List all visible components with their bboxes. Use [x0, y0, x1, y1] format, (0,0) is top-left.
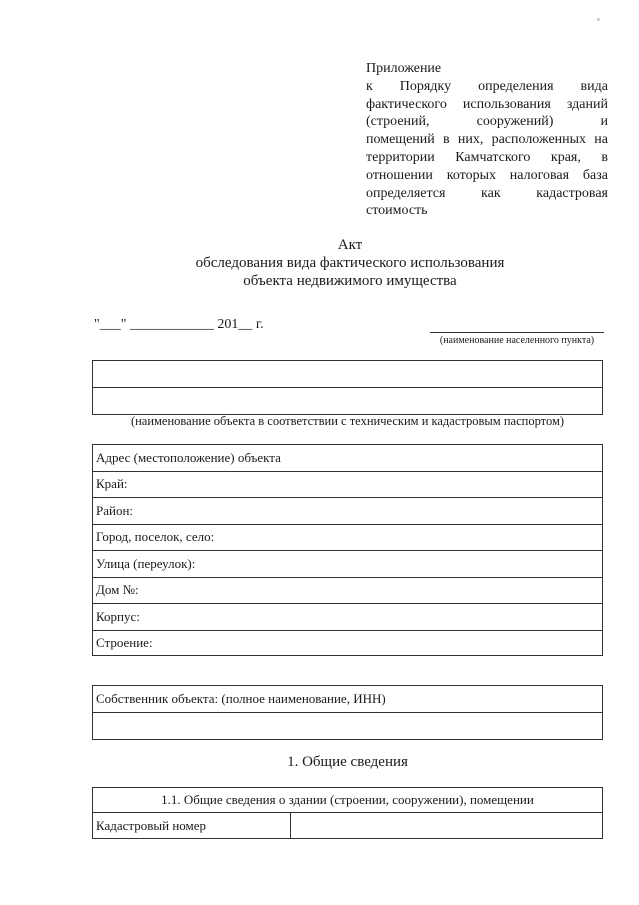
owner-label-row: Собственник объекта: (полное наименование, ИНН)	[93, 686, 602, 713]
address-header-row: Адрес (местоположение) объекта	[93, 445, 602, 472]
scan-artifact	[597, 18, 600, 21]
appendix-line: территории Камчатского края, в	[366, 149, 608, 165]
place-caption: (наименование населенного пункта)	[439, 335, 595, 346]
cadastral-label: Кадастровый номер	[93, 813, 291, 838]
section-heading: 1. Общие сведения	[287, 754, 408, 770]
address-row-district[interactable]: Район:	[93, 498, 602, 525]
cadastral-value-cell[interactable]	[291, 813, 602, 838]
appendix-block	[366, 60, 608, 220]
object-name-row[interactable]	[93, 361, 602, 388]
address-row-structure[interactable]: Строение:	[96, 635, 153, 650]
appendix-line: помещений в них, расположенных на	[366, 132, 608, 148]
address-row-city[interactable]: Город, поселок, село:	[93, 525, 602, 552]
cadastral-row	[93, 813, 602, 838]
address-table	[92, 444, 603, 656]
place-underline[interactable]	[430, 332, 604, 333]
appendix-line: стоимость	[366, 203, 428, 219]
address-row-street[interactable]: Улица (переулок):	[93, 551, 602, 578]
object-name-row[interactable]	[93, 388, 602, 414]
appendix-line: фактического использования зданий	[366, 96, 608, 112]
appendix-line: Приложение	[366, 61, 442, 76]
owner-value-row[interactable]	[93, 713, 602, 739]
appendix-line: отношении которых налоговая база	[366, 167, 608, 183]
general-info-subheading: 1.1. Общие сведения о здании (строении, сооружении), помещении	[93, 788, 602, 813]
address-row-region[interactable]: Край:	[93, 472, 602, 499]
object-name-caption: (наименование объекта в соответствии с техническим и кадастровым паспортом)	[130, 414, 565, 428]
general-info-table	[92, 787, 603, 839]
appendix-line: (строений, сооружений) и	[366, 114, 608, 130]
address-row-house[interactable]: Дом №:	[93, 578, 602, 605]
appendix-line: определяется как кадастровая	[366, 185, 608, 201]
document-title: Акт	[337, 237, 363, 253]
date-field[interactable]: "___" ____________ 201__ г.	[94, 317, 264, 332]
object-name-box	[92, 360, 603, 415]
document-title-line-2: обследования вида фактического использования	[195, 255, 505, 271]
owner-table	[92, 685, 603, 740]
document-title-line-3: объекта недвижимого имущества	[243, 273, 457, 289]
appendix-line: к Порядку определения вида	[366, 78, 608, 94]
address-row-building[interactable]: Корпус:	[93, 604, 602, 631]
